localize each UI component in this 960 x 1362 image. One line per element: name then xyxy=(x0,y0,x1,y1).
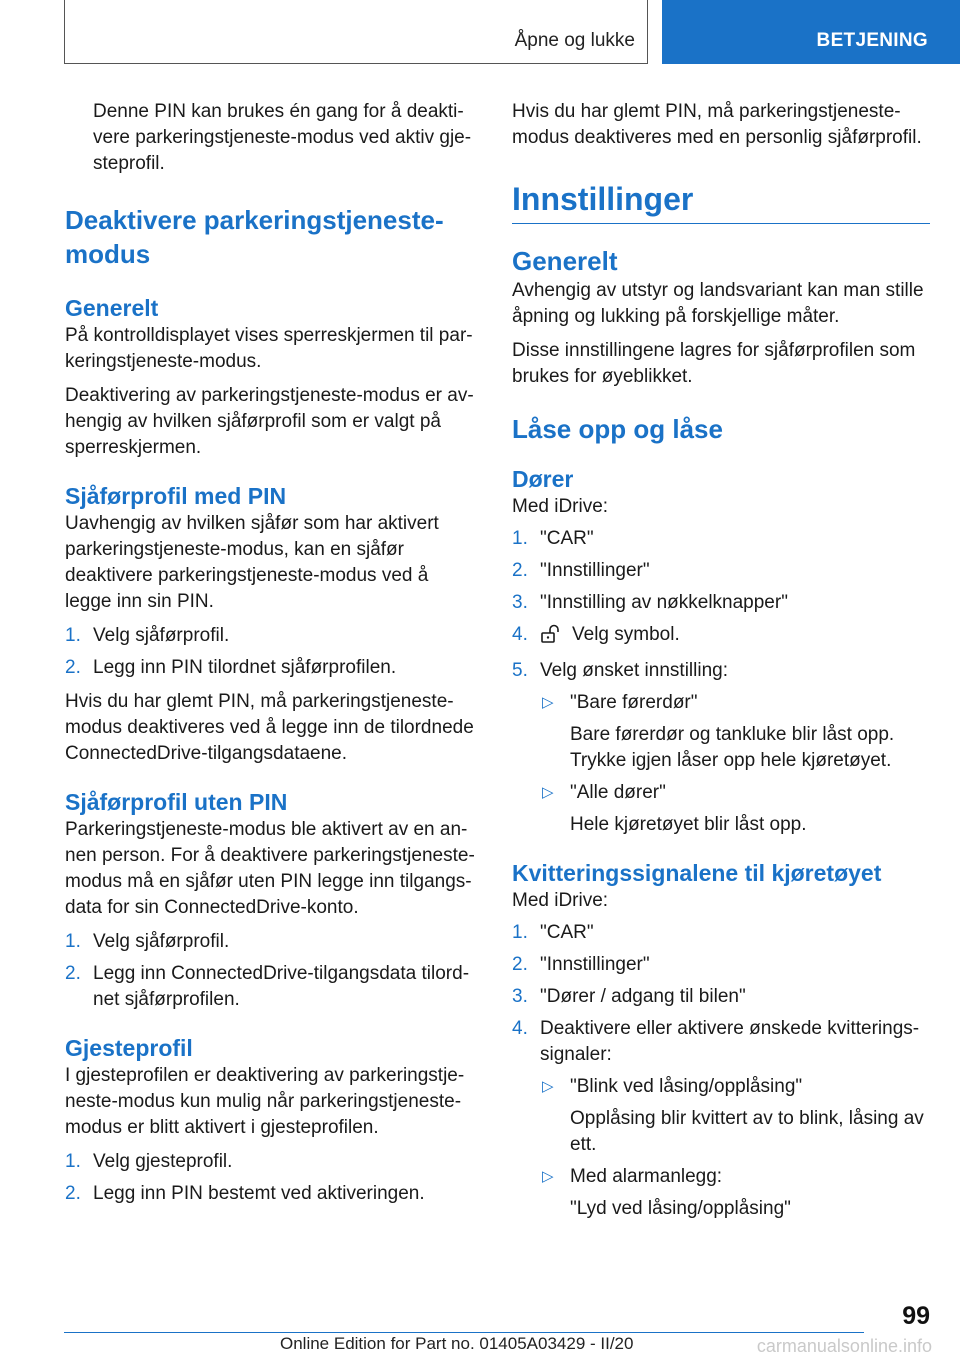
list-text: "Dører / adgang til bilen" xyxy=(540,986,746,1007)
list-item xyxy=(512,558,930,584)
list-text: "Innstillinger" xyxy=(540,560,650,581)
header-chapter-box xyxy=(662,0,960,64)
right-column xyxy=(512,99,930,1222)
list-number: 1. xyxy=(65,931,81,952)
sub-list-item xyxy=(540,1074,930,1158)
list-text: Legg inn PIN bestemt ved aktiveringen. xyxy=(93,1183,425,1204)
list-number: 2. xyxy=(512,954,528,975)
paragraph: Hvis du har glemt PIN, må parkeringstjeneste-modus deaktiveres ved å legge inn de tilordnede ConnectedDrive-tilgangsdataene. xyxy=(65,691,474,764)
paragraph: Parkeringstjeneste-modus ble aktivert av en annen person. For å deaktivere parkeringstjeneste-modus må en sjåfør uten PIN legge inn tilgangsdata for sin ConnectedDrive-konto. xyxy=(65,819,475,918)
list-item xyxy=(512,526,930,552)
list-text: Velg symbol. xyxy=(572,624,680,645)
list-number: 1. xyxy=(512,528,528,549)
list-item xyxy=(65,1181,477,1207)
list-number: 2. xyxy=(65,657,81,678)
list-item xyxy=(512,920,930,946)
intro-paragraph: Hvis du har glemt PIN, må parkeringstjeneste-modus deaktiveres med en personlig sjåførprofil. xyxy=(512,101,922,148)
heading-generelt: Generelt xyxy=(512,246,618,276)
sub-list-item xyxy=(540,690,930,774)
triangle-marker-icon: ▷ xyxy=(542,694,554,711)
sub-label: "Blink ved låsing/opplåsing" xyxy=(570,1076,803,1097)
list-number: 4. xyxy=(512,1018,528,1039)
sub-description: Bare førerdør og tankluke blir låst opp. Trykke igjen låser opp hele kjøretøyet. xyxy=(570,724,895,771)
list-number: 2. xyxy=(65,963,81,984)
list-text: Velg sjåførprofil. xyxy=(93,625,230,646)
heading-med-pin: Sjåførprofil med PIN xyxy=(65,483,287,509)
list-number: 3. xyxy=(512,986,528,1007)
sub-list-item xyxy=(540,1164,930,1222)
list-text: "CAR" xyxy=(540,528,594,549)
list-item xyxy=(65,1149,477,1175)
paragraph: Med iDrive: xyxy=(512,496,609,517)
paragraph: Avhengig av utstyr og landsvariant kan man stille åpning og lukking på forskjellige måter. xyxy=(512,280,924,327)
list-item xyxy=(65,929,477,955)
paragraph: Deaktivering av parkeringstjeneste-modus er avhengig av hvilken sjåførprofil som er valgt på sperreskjermen. xyxy=(65,385,474,458)
triangle-marker-icon: ▷ xyxy=(542,784,554,801)
intro-paragraph: Denne PIN kan brukes én gang for å deaktivere parkeringstjeneste-modus ved aktiv gjesteprofil. xyxy=(93,101,472,174)
paragraph: Disse innstillingene lagres for sjåførprofilen som brukes for øyeblikket. xyxy=(512,340,916,387)
list-text: Velg ønsket innstilling: xyxy=(540,660,728,681)
list-text: "CAR" xyxy=(540,922,594,943)
footer-divider xyxy=(64,1332,864,1333)
triangle-marker-icon: ▷ xyxy=(542,1168,554,1185)
section-title: Åpne og lukke xyxy=(514,30,635,51)
heading-generelt: Generelt xyxy=(65,295,159,321)
numbered-list xyxy=(65,1149,477,1207)
footer-edition-text: Online Edition for Part no. 01405A03429 - II/20 xyxy=(280,1334,634,1353)
sub-description: Opplåsing blir kvittert av to blink, låsing av ett. xyxy=(570,1108,924,1155)
chapter-title: BETJENING xyxy=(816,30,928,51)
heading-dorer: Dører xyxy=(512,466,574,492)
list-number: 2. xyxy=(65,1183,81,1204)
list-number: 4. xyxy=(512,624,528,645)
sub-list-item xyxy=(540,780,930,838)
paragraph: Uavhengig av hvilken sjåfør som har aktivert parkeringstjeneste-modus, kan en sjåfør deaktivere parkeringstjeneste-modus ved å legge inn sin PIN. xyxy=(65,513,439,612)
paragraph: I gjesteprofilen er deaktivering av parkeringstjeneste-modus kun mulig når parkeringstjeneste-modus er blitt aktivert i gjesteprofilen. xyxy=(65,1065,465,1138)
list-text: Deaktivere eller aktivere ønskede kvitteringssignaler: xyxy=(540,1018,920,1065)
page-number: 99 xyxy=(902,1302,930,1330)
triangle-marker-icon: ▷ xyxy=(542,1078,554,1095)
heading-kvittering: Kvitteringssignalene til kjøretøyet xyxy=(512,860,882,886)
sub-label: "Bare førerdør" xyxy=(570,692,698,713)
numbered-list xyxy=(65,623,477,681)
watermark: carmanualsonline.info xyxy=(756,1336,932,1356)
list-text: "Innstillinger" xyxy=(540,954,650,975)
list-text: Legg inn ConnectedDrive-tilgangsdata tilordnet sjåførprofilen. xyxy=(93,963,470,1010)
heading-deactivate: Deaktivere parkeringstjenestemodus xyxy=(65,205,444,269)
list-number: 2. xyxy=(512,560,528,581)
list-item xyxy=(65,623,477,649)
sub-label: "Alle dører" xyxy=(570,782,666,803)
heading-innstillinger: Innstillinger xyxy=(512,179,930,224)
list-text: Velg sjåførprofil. xyxy=(93,931,230,952)
list-item xyxy=(512,1016,930,1222)
list-number: 1. xyxy=(512,922,528,943)
left-column xyxy=(65,99,477,1207)
sub-list xyxy=(540,690,930,838)
list-text: Legg inn PIN tilordnet sjåførprofilen. xyxy=(93,657,397,678)
unlock-icon xyxy=(540,624,562,652)
sub-description: Hele kjøretøyet blir låst opp. xyxy=(570,814,807,835)
list-item xyxy=(512,590,930,616)
list-item xyxy=(512,984,930,1010)
list-number: 1. xyxy=(65,625,81,646)
heading-uten-pin: Sjåførprofil uten PIN xyxy=(65,789,288,815)
list-number: 3. xyxy=(512,592,528,613)
numbered-list xyxy=(65,929,477,1013)
paragraph: Med iDrive: xyxy=(512,890,609,911)
sub-label: Med alarmanlegg: xyxy=(570,1166,723,1187)
list-item xyxy=(512,952,930,978)
heading-gjesteprofil: Gjesteprofil xyxy=(65,1035,193,1061)
list-item xyxy=(512,622,930,652)
sub-description: "Lyd ved låsing/opplåsing" xyxy=(570,1198,791,1219)
header-section-box xyxy=(64,0,648,64)
list-item xyxy=(65,655,477,681)
list-text: "Innstilling av nøkkelknapper" xyxy=(540,592,788,613)
sub-list xyxy=(540,1074,930,1222)
list-number: 5. xyxy=(512,660,528,681)
numbered-list xyxy=(512,920,930,1222)
list-text: Velg gjesteprofil. xyxy=(93,1151,233,1172)
paragraph: På kontrolldisplayet vises sperreskjermen til parkeringstjeneste-modus. xyxy=(65,325,473,372)
list-number: 1. xyxy=(65,1151,81,1172)
list-item xyxy=(512,658,930,838)
list-item xyxy=(65,961,477,1013)
heading-laase: Låse opp og låse xyxy=(512,414,723,444)
numbered-list xyxy=(512,526,930,838)
